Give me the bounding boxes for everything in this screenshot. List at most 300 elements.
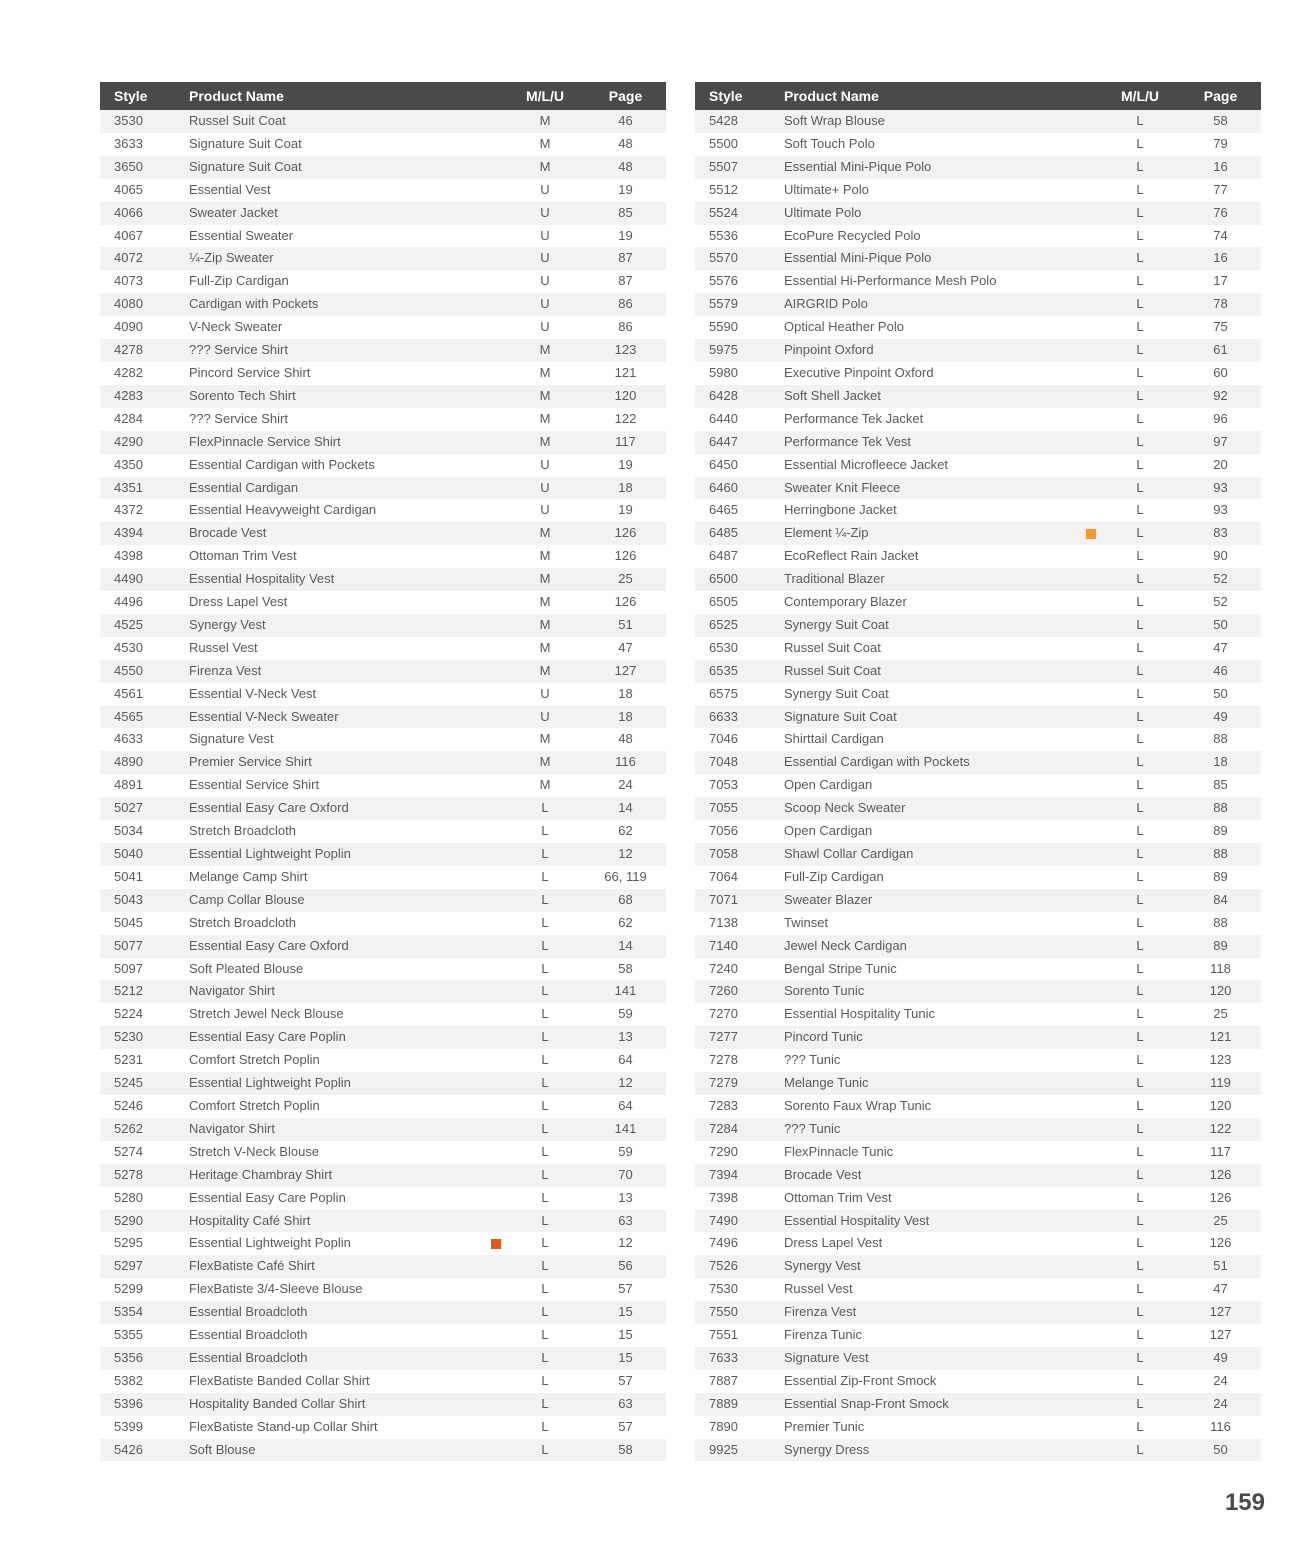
marker-cell [491,728,505,751]
table-row [100,133,666,156]
product-name-cell: Synergy Vest [784,1255,1086,1278]
marker-cell [491,660,505,683]
style-cell: 5399 [100,1416,189,1439]
product-name-cell: Essential Microfleece Jacket [784,454,1086,477]
product-name-cell: Full-Zip Cardigan [189,270,491,293]
style-cell: 7283 [695,1095,784,1118]
page-cell: 126 [1180,1164,1261,1187]
mlu-cell: U [505,706,585,729]
style-cell: 7550 [695,1301,784,1324]
page-cell: 87 [585,270,666,293]
style-cell: 4561 [100,683,189,706]
mlu-cell: L [1100,866,1180,889]
right-product-table [695,82,1261,1461]
page-cell: 50 [1180,614,1261,637]
page-cell: 96 [1180,408,1261,431]
style-cell: 7551 [695,1324,784,1347]
mlu-cell: L [1100,454,1180,477]
mlu-cell: L [1100,935,1180,958]
header-mlu: M/L/U [505,82,585,110]
square-marker-icon [491,1239,501,1249]
page-cell: 19 [585,179,666,202]
style-cell: 5356 [100,1347,189,1370]
style-cell: 6428 [695,385,784,408]
marker-cell [491,454,505,477]
marker-cell [1086,431,1100,454]
style-cell: 5590 [695,316,784,339]
page-cell: 51 [585,614,666,637]
marker-cell [491,1255,505,1278]
table-row [100,156,666,179]
marker-cell [1086,912,1100,935]
page-cell: 66, 119 [585,866,666,889]
page-cell: 25 [1180,1003,1261,1026]
mlu-cell: M [505,431,585,454]
mlu-cell: U [505,179,585,202]
product-name-cell: Essential Mini-Pique Polo [784,156,1086,179]
marker-cell [1086,683,1100,706]
table-row [100,1141,666,1164]
table-row [100,912,666,935]
product-name-cell: FlexBatiste Stand-up Collar Shirt [189,1416,491,1439]
table-row [695,614,1261,637]
product-name-cell: ¼-Zip Sweater [189,247,491,270]
product-name-cell: Open Cardigan [784,774,1086,797]
style-cell: 5245 [100,1072,189,1095]
product-name-cell: Russel Vest [189,637,491,660]
marker-cell [491,1232,505,1255]
table-row [695,797,1261,820]
mlu-cell: L [1100,225,1180,248]
style-cell: 5426 [100,1439,189,1462]
style-cell: 4350 [100,454,189,477]
style-cell: 4073 [100,270,189,293]
table-row [100,1255,666,1278]
mlu-cell: U [505,225,585,248]
marker-cell [491,980,505,1003]
table-row [100,293,666,316]
mlu-cell: L [505,1278,585,1301]
marker-cell [1086,1232,1100,1255]
style-cell: 5040 [100,843,189,866]
left-product-table [100,82,666,1461]
page-cell: 126 [585,545,666,568]
mlu-cell: L [1100,431,1180,454]
table-row [695,591,1261,614]
table-row [695,522,1261,545]
table-row [695,843,1261,866]
product-name-cell: Premier Service Shirt [189,751,491,774]
table-row [695,935,1261,958]
page-cell: 97 [1180,431,1261,454]
style-cell: 4351 [100,477,189,500]
style-cell: 4394 [100,522,189,545]
marker-cell [491,1072,505,1095]
page-cell: 25 [585,568,666,591]
style-cell: 5512 [695,179,784,202]
table-header-row [100,82,666,110]
style-cell: 6505 [695,591,784,614]
page-cell: 20 [1180,454,1261,477]
mlu-cell: L [505,843,585,866]
marker-cell [1086,751,1100,774]
style-cell: 7290 [695,1141,784,1164]
table-row [100,774,666,797]
style-cell: 5224 [100,1003,189,1026]
table-row [695,637,1261,660]
product-name-cell: Executive Pinpoint Oxford [784,362,1086,385]
mlu-cell: L [1100,1393,1180,1416]
product-name-cell: Sorento Faux Wrap Tunic [784,1095,1086,1118]
marker-cell [491,866,505,889]
mlu-cell: L [1100,1255,1180,1278]
mlu-cell: L [1100,660,1180,683]
mlu-cell: L [505,912,585,935]
product-name-cell: Essential Hi-Performance Mesh Polo [784,270,1086,293]
page-cell: 19 [585,225,666,248]
mlu-cell: L [505,1187,585,1210]
mlu-cell: L [1100,1439,1180,1462]
mlu-cell: L [1100,980,1180,1003]
marker-cell [1086,522,1100,545]
style-cell: 7889 [695,1393,784,1416]
marker-cell [1086,866,1100,889]
style-cell: 7058 [695,843,784,866]
page-cell: 75 [1180,316,1261,339]
product-name-cell: Hospitality Banded Collar Shirt [189,1393,491,1416]
mlu-cell: L [1100,247,1180,270]
mlu-cell: M [505,614,585,637]
header-style: Style [695,82,784,110]
style-cell: 7046 [695,728,784,751]
table-row [100,1187,666,1210]
style-cell: 6575 [695,683,784,706]
page-cell: 123 [1180,1049,1261,1072]
marker-cell [1086,980,1100,1003]
table-row [695,1210,1261,1233]
marker-cell [1086,1164,1100,1187]
page-cell: 16 [1180,247,1261,270]
marker-cell [491,614,505,637]
mlu-cell: L [505,980,585,1003]
mlu-cell: L [1100,683,1180,706]
style-cell: 7270 [695,1003,784,1026]
mlu-cell: L [1100,316,1180,339]
product-name-cell: Melange Camp Shirt [189,866,491,889]
marker-cell [1086,545,1100,568]
page-cell: 88 [1180,797,1261,820]
product-name-cell: Essential Mini-Pique Polo [784,247,1086,270]
style-cell: 4530 [100,637,189,660]
table-row [695,1278,1261,1301]
product-name-cell: Heritage Chambray Shirt [189,1164,491,1187]
page-cell: 64 [585,1095,666,1118]
style-cell: 4283 [100,385,189,408]
marker-cell [1086,774,1100,797]
page-cell: 58 [1180,110,1261,133]
mlu-cell: M [505,156,585,179]
mlu-cell: L [1100,958,1180,981]
page-cell: 86 [585,293,666,316]
mlu-cell: L [1100,110,1180,133]
style-cell: 4080 [100,293,189,316]
marker-cell [1086,706,1100,729]
table-row [695,1439,1261,1462]
marker-cell [491,522,505,545]
marker-cell [1086,797,1100,820]
style-cell: 5034 [100,820,189,843]
table-row [100,179,666,202]
table-row [100,408,666,431]
mlu-cell: L [1100,1278,1180,1301]
mlu-cell: L [1100,362,1180,385]
table-row [695,1393,1261,1416]
marker-cell [1086,591,1100,614]
table-row [100,728,666,751]
table-row [100,980,666,1003]
mlu-cell: M [505,408,585,431]
mlu-cell: L [1100,1164,1180,1187]
page-cell: 18 [585,477,666,500]
marker-cell [491,683,505,706]
marker-cell [491,545,505,568]
mlu-cell: M [505,110,585,133]
product-name-cell: Cardigan with Pockets [189,293,491,316]
product-name-cell: FlexBatiste 3/4-Sleeve Blouse [189,1278,491,1301]
product-name-cell: Comfort Stretch Poplin [189,1049,491,1072]
marker-cell [491,797,505,820]
style-cell: 7284 [695,1118,784,1141]
mlu-cell: L [1100,1095,1180,1118]
mlu-cell: L [1100,499,1180,522]
mlu-cell: U [505,454,585,477]
mlu-cell: L [1100,1072,1180,1095]
marker-cell [1086,293,1100,316]
marker-cell [491,1026,505,1049]
page-cell: 52 [1180,568,1261,591]
mlu-cell: L [1100,156,1180,179]
product-name-cell: Essential Heavyweight Cardigan [189,499,491,522]
marker-cell [1086,179,1100,202]
product-name-cell: Essential Hospitality Tunic [784,1003,1086,1026]
marker-cell [1086,110,1100,133]
product-name-cell: Essential V-Neck Sweater [189,706,491,729]
page-cell: 24 [1180,1370,1261,1393]
page-cell: 76 [1180,202,1261,225]
style-cell: 5354 [100,1301,189,1324]
page-cell: 63 [585,1393,666,1416]
table-row [100,1049,666,1072]
marker-cell [1086,889,1100,912]
marker-cell [1086,1118,1100,1141]
product-name-cell: Russel Suit Coat [784,637,1086,660]
product-name-cell: Russel Suit Coat [784,660,1086,683]
page-cell: 122 [1180,1118,1261,1141]
product-name-cell: Hospitality Café Shirt [189,1210,491,1233]
page-cell: 126 [1180,1187,1261,1210]
style-cell: 5975 [695,339,784,362]
table-row [100,454,666,477]
table-row [695,431,1261,454]
table-row [100,706,666,729]
mlu-cell: L [505,1026,585,1049]
page-cell: 50 [1180,1439,1261,1462]
table-row [695,774,1261,797]
product-name-cell: Russel Suit Coat [189,110,491,133]
marker-cell [1086,1049,1100,1072]
page-cell: 86 [585,316,666,339]
marker-cell [1086,1393,1100,1416]
style-cell: 4066 [100,202,189,225]
table-row [100,225,666,248]
marker-cell [491,202,505,225]
mlu-cell: L [1100,270,1180,293]
style-cell: 7260 [695,980,784,1003]
product-name-cell: Stretch V-Neck Blouse [189,1141,491,1164]
product-name-cell: Pincord Tunic [784,1026,1086,1049]
table-row [695,980,1261,1003]
mlu-cell: L [1100,774,1180,797]
style-cell: 7890 [695,1416,784,1439]
mlu-cell: L [1100,843,1180,866]
page-cell: 13 [585,1026,666,1049]
table-row [100,499,666,522]
marker-cell [1086,1255,1100,1278]
marker-cell [491,568,505,591]
page-cell: 120 [1180,1095,1261,1118]
page-cell: 77 [1180,179,1261,202]
table-row [100,522,666,545]
page-cell: 116 [1180,1416,1261,1439]
product-name-cell: Traditional Blazer [784,568,1086,591]
product-name-cell: V-Neck Sweater [189,316,491,339]
style-cell: 4067 [100,225,189,248]
page-cell: 117 [585,431,666,454]
page-cell: 64 [585,1049,666,1072]
page-cell: 118 [1180,958,1261,981]
marker-cell [1086,247,1100,270]
table-row [695,1324,1261,1347]
table-row [100,1095,666,1118]
table-row [695,499,1261,522]
marker-cell [1086,156,1100,179]
marker-cell [491,133,505,156]
mlu-cell: L [1100,408,1180,431]
product-name-cell: Stretch Broadcloth [189,820,491,843]
product-name-cell: Firenza Vest [189,660,491,683]
product-name-cell: Soft Blouse [189,1439,491,1462]
marker-cell [491,477,505,500]
style-cell: 7490 [695,1210,784,1233]
page-cell: 57 [585,1416,666,1439]
style-cell: 4290 [100,431,189,454]
marker-cell [491,225,505,248]
product-name-cell: Sorento Tunic [784,980,1086,1003]
page-cell: 78 [1180,293,1261,316]
style-cell: 5043 [100,889,189,912]
table-row [695,1187,1261,1210]
marker-cell [491,637,505,660]
marker-cell [1086,316,1100,339]
mlu-cell: U [505,270,585,293]
marker-cell [491,958,505,981]
mlu-cell: L [505,1072,585,1095]
style-cell: 7633 [695,1347,784,1370]
mlu-cell: L [1100,820,1180,843]
page-cell: 50 [1180,683,1261,706]
style-cell: 4065 [100,179,189,202]
page-cell: 126 [1180,1232,1261,1255]
marker-cell [491,751,505,774]
product-name-cell: Brocade Vest [784,1164,1086,1187]
header-page: Page [1180,82,1261,110]
page-cell: 92 [1180,385,1261,408]
marker-cell [491,110,505,133]
product-name-cell: Essential Cardigan [189,477,491,500]
mlu-cell: L [505,797,585,820]
mlu-cell: L [1100,202,1180,225]
page-cell: 25 [1180,1210,1261,1233]
style-cell: 7055 [695,797,784,820]
style-cell: 5246 [100,1095,189,1118]
marker-cell [1086,1301,1100,1324]
page-cell: 74 [1180,225,1261,248]
marker-cell [491,179,505,202]
mlu-cell: M [505,728,585,751]
mlu-cell: L [505,1324,585,1347]
marker-cell [491,293,505,316]
table-header-row [695,82,1261,110]
style-cell: 4282 [100,362,189,385]
page-cell: 88 [1180,843,1261,866]
table-row [695,316,1261,339]
product-name-cell: Essential Easy Care Oxford [189,797,491,820]
table-row [100,660,666,683]
marker-cell [491,706,505,729]
product-name-cell: Dress Lapel Vest [784,1232,1086,1255]
style-cell: 7138 [695,912,784,935]
page-cell: 141 [585,1118,666,1141]
marker-cell [1086,1347,1100,1370]
marker-cell [1086,958,1100,981]
table-row [695,270,1261,293]
page-cell: 13 [585,1187,666,1210]
mlu-cell: U [505,293,585,316]
product-name-cell: Synergy Dress [784,1439,1086,1462]
product-name-cell: Essential Hospitality Vest [189,568,491,591]
mlu-cell: U [505,316,585,339]
style-cell: 3650 [100,156,189,179]
page-cell: 60 [1180,362,1261,385]
style-cell: 7398 [695,1187,784,1210]
page-cell: 56 [585,1255,666,1278]
marker-cell [1086,133,1100,156]
style-cell: 7277 [695,1026,784,1049]
table-row [695,1255,1261,1278]
product-name-cell: Essential Lightweight Poplin [189,843,491,866]
product-name-cell: Sweater Knit Fleece [784,477,1086,500]
table-row [100,1118,666,1141]
marker-cell [491,270,505,293]
page-cell: 46 [585,110,666,133]
mlu-cell: L [1100,637,1180,660]
marker-cell [491,1118,505,1141]
page-cell: 84 [1180,889,1261,912]
page-cell: 79 [1180,133,1261,156]
mlu-cell: L [505,935,585,958]
product-name-cell: Ottoman Trim Vest [189,545,491,568]
table-row [695,247,1261,270]
